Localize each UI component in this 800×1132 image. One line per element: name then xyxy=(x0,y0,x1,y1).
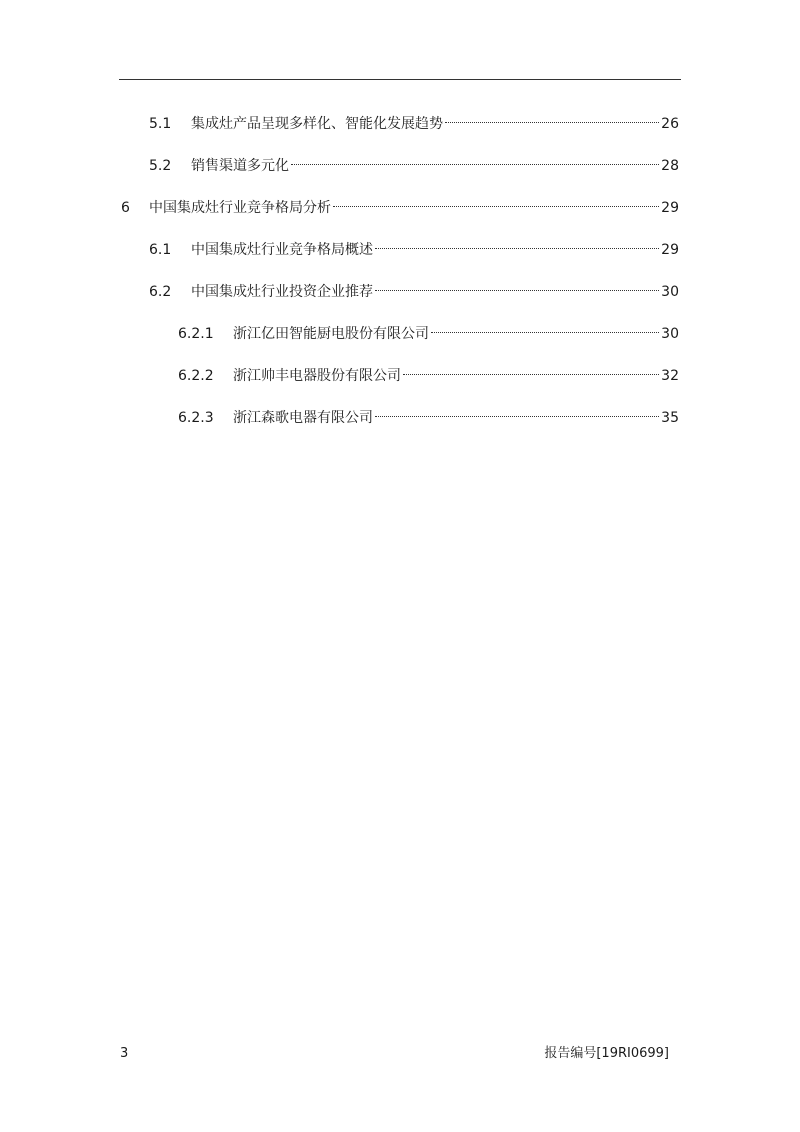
toc-dot-leader xyxy=(333,192,659,212)
toc-entry-number: 6.2 xyxy=(149,284,172,300)
toc-entry-6-2-1[interactable] xyxy=(178,318,679,342)
toc-entry-6-2[interactable] xyxy=(149,276,679,300)
toc-entry-number: 6.1 xyxy=(149,242,172,258)
footer-report-id: 报告编号[19RI0699] xyxy=(544,1046,669,1061)
toc-entry-title: 销售渠道多元化 xyxy=(191,158,289,174)
toc-entry-page: 26 xyxy=(661,116,679,132)
toc-entry-title: 浙江帅丰电器股份有限公司 xyxy=(233,368,401,384)
toc-entry-6-2-3[interactable] xyxy=(178,402,679,426)
toc-entry-title: 浙江森歌电器有限公司 xyxy=(233,410,373,426)
toc-entry-number: 6.2.1 xyxy=(178,326,214,342)
toc-entry-number: 6 xyxy=(121,200,130,216)
toc-dot-leader xyxy=(431,318,659,338)
toc-entry-page: 28 xyxy=(661,158,679,174)
toc-entry-number: 6.2.3 xyxy=(178,410,214,426)
toc-entry-page: 30 xyxy=(661,284,679,300)
toc-dot-leader xyxy=(403,360,659,380)
toc-dot-leader xyxy=(375,402,659,422)
toc-entry-page: 35 xyxy=(661,410,679,426)
toc-dot-leader xyxy=(375,234,659,254)
header-rule xyxy=(119,79,681,80)
toc-entry-page: 29 xyxy=(661,200,679,216)
toc-entry-6-1[interactable] xyxy=(149,234,679,258)
toc-dot-leader xyxy=(445,108,659,128)
toc-dot-leader xyxy=(291,150,659,170)
toc-entry-page: 29 xyxy=(661,242,679,258)
toc-entry-title: 中国集成灶行业竞争格局分析 xyxy=(149,200,331,216)
toc-entry-5-2[interactable] xyxy=(149,150,679,174)
toc-dot-leader xyxy=(375,276,659,296)
toc-entry-number: 5.1 xyxy=(149,116,172,132)
toc-entry-title: 集成灶产品呈现多样化、智能化发展趋势 xyxy=(191,116,443,132)
toc-entry-page: 32 xyxy=(661,368,679,384)
toc-entry-title: 中国集成灶行业投资企业推荐 xyxy=(191,284,373,300)
toc-entry-number: 5.2 xyxy=(149,158,172,174)
toc-entry-number: 6.2.2 xyxy=(178,368,214,384)
toc-entry-5-1[interactable] xyxy=(149,108,679,132)
toc-entry-6-2-2[interactable] xyxy=(178,360,679,384)
toc-entry-title: 浙江亿田智能厨电股份有限公司 xyxy=(233,326,429,342)
footer-page-number: 3 xyxy=(120,1046,129,1061)
toc-entry-title: 中国集成灶行业竞争格局概述 xyxy=(191,242,373,258)
toc-entry-page: 30 xyxy=(661,326,679,342)
toc-entry-6[interactable] xyxy=(121,192,679,216)
